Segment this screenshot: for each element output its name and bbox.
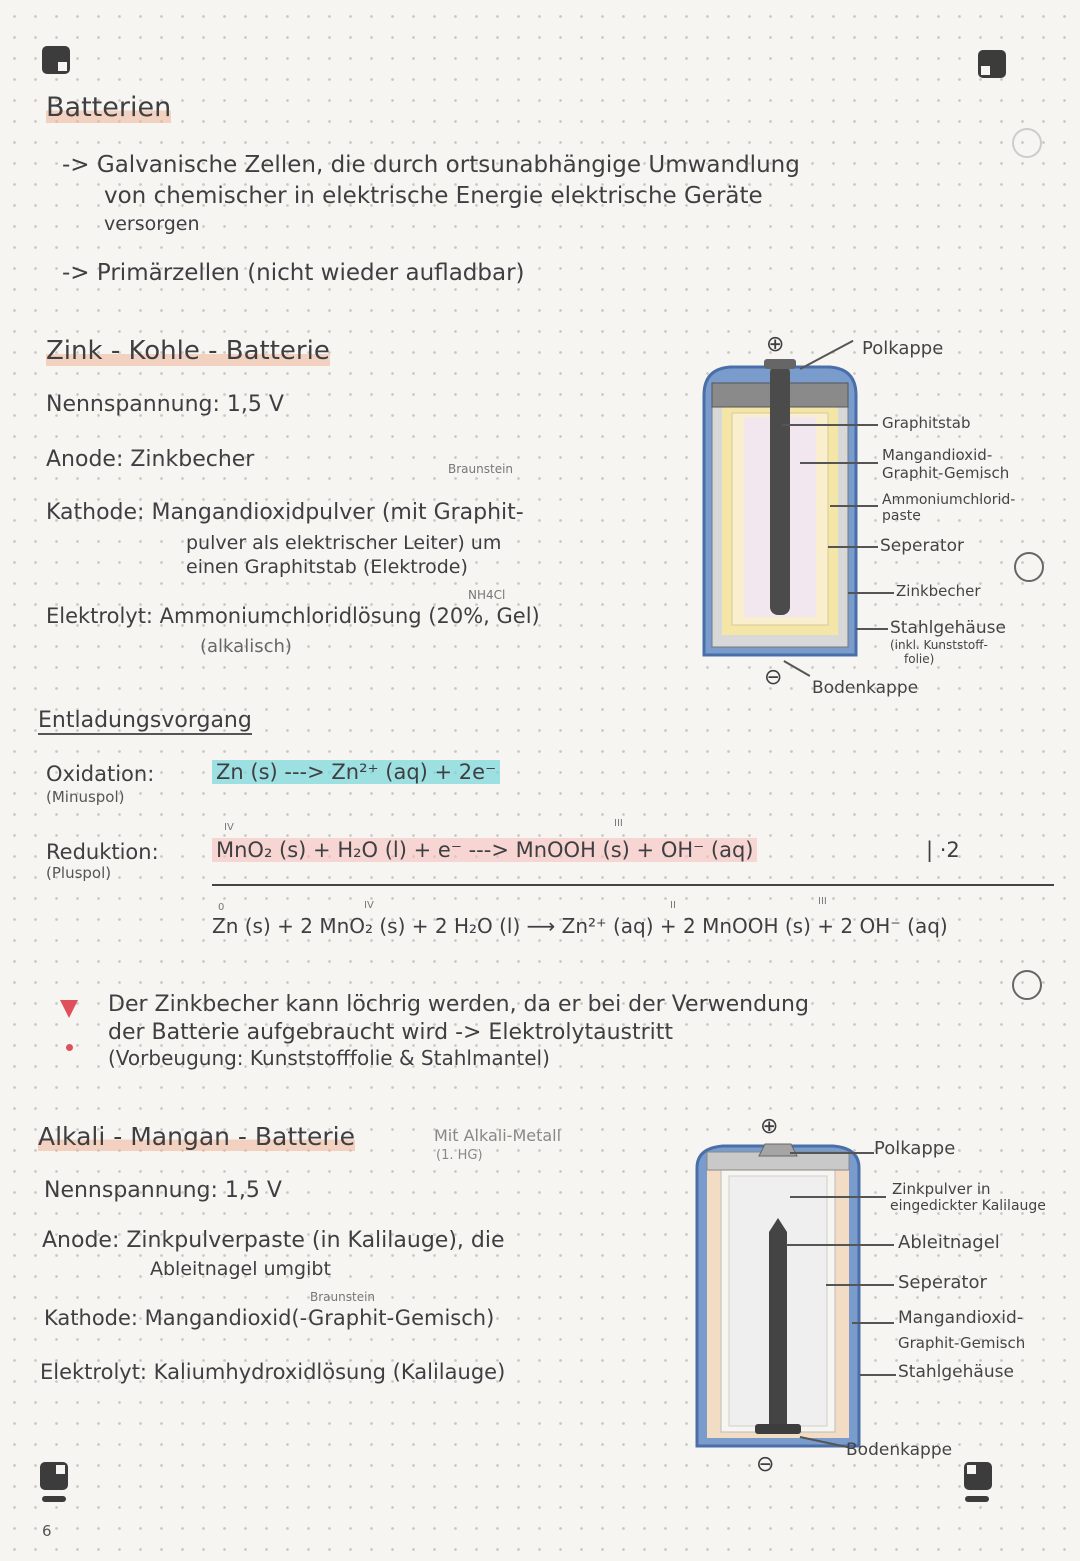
alkali-note-1: Mit Alkali-Metall [434, 1126, 562, 1145]
alkali-electrolyte: Elektrolyt: Kaliumhydroxidlösung (Kalilauge) [40, 1360, 506, 1384]
zinc-label-bodenkappe: Bodenkappe [812, 678, 919, 698]
zinc-label-ammon-1: Ammoniumchlorid- [882, 492, 1016, 508]
warning-icon-dot [66, 1044, 73, 1051]
alkali-label-nagel: Ableitnagel [898, 1232, 1000, 1253]
zinc-cathode-line-2: pulver als elektrischer Leiter) um [186, 532, 502, 554]
oxnum-zero-total: 0 [218, 902, 225, 913]
reduction-label: Reduktion: [46, 840, 159, 864]
zinc-label-stahl-1: Stahlgehäuse [890, 618, 1006, 638]
oxnum-iii-reduction: III [614, 818, 623, 829]
zinc-label-mangan-2: Graphit-Gemisch [882, 464, 1010, 482]
corner-mark-top-right [978, 50, 1006, 78]
warning-line-2: der Batterie aufgebraucht wird -> Elektrolytaustritt [108, 1020, 674, 1045]
equation-divider [212, 884, 1054, 886]
alkali-leader-nagel [786, 1244, 894, 1246]
alkali-voltage: Nennspannung: 1,5 V [44, 1178, 282, 1203]
zinc-minus-pole: ⊖ [764, 665, 783, 690]
zinc-cell-graphite-rod [770, 365, 790, 615]
zinc-label-separator: Seperator [880, 536, 964, 556]
zinc-leader-stahl [856, 628, 888, 630]
page-bar-bottom-right [965, 1496, 989, 1502]
page-title: Batterien [46, 92, 172, 123]
alkali-cell-pole-bump [759, 1144, 797, 1156]
total-equation: Zn (s) + 2 MnO₂ (s) + 2 H₂O (l) ⟶ Zn²⁺ (aq) + 2 MnOOH (s) + 2 OH⁻ (aq) [212, 914, 948, 938]
zinc-label-zinkbecher: Zinkbecher [896, 582, 981, 600]
zinc-carbon-diagram [700, 355, 860, 660]
discharge-heading: Entladungsvorgang [38, 708, 252, 733]
alkali-cell-nail-head [755, 1424, 801, 1434]
zinc-leader-bodenkappe [784, 660, 811, 676]
alkali-label-separator: Seperator [898, 1272, 987, 1293]
alkali-label-mangan-1: Mangandioxid- [898, 1308, 1023, 1328]
warning-line-1: Der Zinkbecher kann löchrig werden, da er bei der Verwendung [108, 992, 809, 1017]
alkali-cell-nail [769, 1218, 787, 1428]
alkali-anode-line-2: Ableitnagel umgibt [150, 1258, 331, 1280]
alkali-heading: Alkali - Mangan - Batterie [38, 1122, 355, 1151]
oxnum-iii-total: III [818, 896, 827, 907]
zinc-leader-zinkbecher [848, 592, 894, 594]
corner-mark-bottom-left [40, 1462, 68, 1490]
zinc-leader-separator [828, 546, 878, 548]
oxnum-ii-total: II [670, 900, 676, 911]
zinc-cathode-line-3: einen Graphitstab (Elektrode) [186, 556, 468, 578]
warning-icon [60, 1000, 78, 1018]
alkali-leader-zink [790, 1196, 886, 1198]
reduction-sub: (Pluspol) [46, 864, 112, 882]
alkali-label-bodenkappe: Bodenkappe [846, 1440, 953, 1460]
zinc-voltage: Nennspannung: 1,5 V [46, 392, 284, 417]
warning-line-3: (Vorbeugung: Kunststofffolie & Stahlmantel) [108, 1046, 550, 1070]
alkali-label-mangan-2: Graphit-Gemisch [898, 1334, 1026, 1352]
zinc-nh4cl-note: NH4Cl [468, 588, 506, 602]
alkali-leader-polkappe [790, 1152, 874, 1154]
zinc-alkaline-note: (alkalisch) [200, 636, 292, 657]
intro-line-2: von chemischer in elektrische Energie elektrische Geräte [104, 183, 763, 209]
zinc-leader-mangan [800, 462, 878, 464]
alkali-leader-stahl [860, 1374, 896, 1376]
punch-hole-ring [1014, 552, 1044, 582]
page-bar-bottom-left [42, 1496, 66, 1502]
oxnum-iv-total: IV [364, 900, 374, 911]
oxnum-iv-reduction: IV [224, 822, 234, 833]
punch-hole-ring [1012, 128, 1042, 158]
alkali-manganese-diagram [693, 1138, 863, 1450]
corner-mark-bottom-right [964, 1462, 992, 1490]
zinc-leader-graphitstab [782, 424, 878, 426]
page-number: 6 [42, 1522, 52, 1540]
alkali-leader-separator [826, 1284, 894, 1286]
intro-line-3: versorgen [104, 213, 200, 235]
corner-mark-top-left [42, 46, 70, 74]
alkali-label-polkappe: Polkappe [874, 1138, 956, 1159]
alkali-leader-mangan [852, 1322, 894, 1324]
alkali-plus-pole: ⊕ [760, 1114, 779, 1139]
alkali-cathode: Kathode: Mangandioxid(-Graphit-Gemisch) [44, 1306, 495, 1330]
zinc-electrolyte: Elektrolyt: Ammoniumchloridlösung (20%, Gel) [46, 604, 540, 628]
zinc-label-stahl-2: (inkl. Kunststoff- [890, 638, 988, 652]
zinc-anode: Anode: Zinkbecher [46, 447, 255, 472]
zinc-carbon-heading: Zink - Kohle - Batterie [46, 336, 330, 366]
reduction-equation: MnO₂ (s) + H₂O (l) + e⁻ ---> MnOOH (s) + OH⁻ (aq) [212, 838, 757, 862]
zinc-leader-ammon [830, 505, 878, 507]
alkali-note-2: (1. HG) [436, 1148, 483, 1163]
alkali-label-zink-1: Zinkpulver in [892, 1180, 991, 1198]
zinc-label-polkappe: Polkappe [862, 338, 944, 359]
alkali-label-stahl: Stahlgehäuse [898, 1362, 1014, 1382]
zinc-label-graphitstab: Graphitstab [882, 414, 971, 432]
alkali-braunstein-note: Braunstein [310, 1290, 376, 1304]
zinc-label-stahl-3: folie) [904, 652, 935, 666]
zinc-plus-pole: ⊕ [766, 332, 785, 357]
alkali-anode-line-1: Anode: Zinkpulverpaste (in Kalilauge), die [42, 1228, 505, 1253]
intro-line-1: -> Galvanische Zellen, die durch ortsunabhängige Umwandlung [62, 152, 800, 178]
zinc-label-ammon-2: paste [882, 508, 921, 524]
zinc-braunstein-note: Braunstein [448, 462, 514, 476]
alkali-minus-pole: ⊖ [756, 1452, 775, 1477]
reduction-factor: | ·2 [926, 838, 960, 862]
zinc-label-mangan-1: Mangandioxid- [882, 446, 993, 464]
oxidation-label: Oxidation: [46, 762, 155, 786]
intro-line-4: -> Primärzellen (nicht wieder aufladbar) [62, 260, 525, 286]
zinc-cell-pole-cap [764, 359, 796, 369]
oxidation-sub: (Minuspol) [46, 788, 125, 806]
zinc-cathode-line-1: Kathode: Mangandioxidpulver (mit Graphit- [46, 500, 524, 525]
alkali-label-zink-2: eingedickter Kalilauge [890, 1198, 1046, 1214]
punch-hole-ring [1012, 970, 1042, 1000]
oxidation-equation: Zn (s) ---> Zn²⁺ (aq) + 2e⁻ [212, 760, 500, 784]
